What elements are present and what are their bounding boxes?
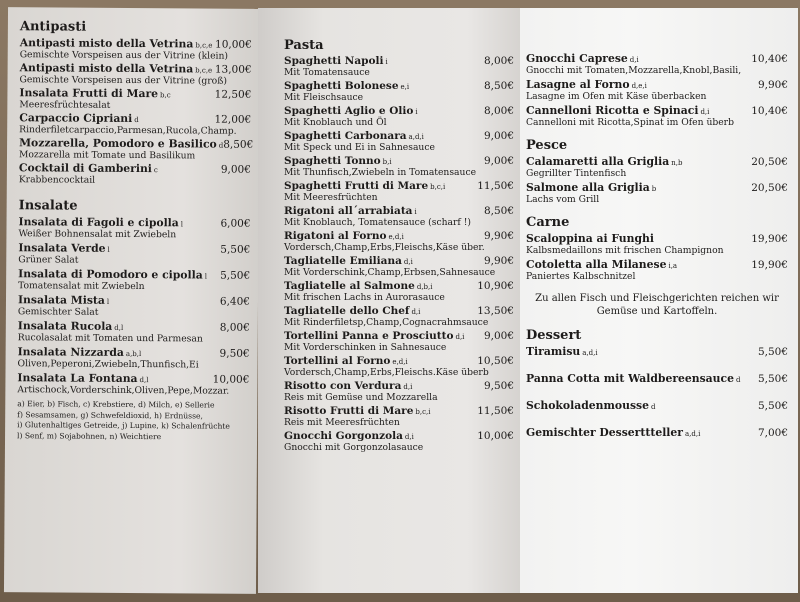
menu-item-price: 11,50€ bbox=[477, 180, 514, 192]
menu-item-description: Mit Rinderfiletsp,Champ,Cognacrahmsauce bbox=[284, 317, 489, 328]
menu-item-price: 11,50€ bbox=[477, 405, 514, 417]
menu-item bbox=[18, 345, 250, 371]
legend-line: f) Sesamsamen, g) Schwefeldioxid, h) Erdnüsse, bbox=[17, 409, 203, 420]
menu-item-price: 10,50€ bbox=[477, 355, 514, 367]
menu-item-price: 9,90€ bbox=[483, 255, 514, 267]
menu-item-row bbox=[284, 430, 514, 442]
note-line: Gemüse und Kartoffeln. bbox=[596, 306, 718, 317]
menu-item-price: 10,00€ bbox=[477, 430, 514, 442]
dish-name: Gnocchi Gorgonzola bbox=[284, 430, 403, 442]
menu-item-description: Rinderfiletcarpaccio,Parmesan,Rucola,Champ. bbox=[19, 124, 237, 137]
dish-name: Rigatoni all´arrabiata bbox=[284, 205, 413, 217]
menu-item-name bbox=[284, 130, 424, 142]
menu-item-name bbox=[284, 230, 404, 242]
menu-item-description: Mit Knoblauch, Tomatensauce (scharf !) bbox=[284, 217, 472, 228]
menu-item-description: Vordersch,Champ,Erbs,Fleischs,Käse über. bbox=[284, 242, 485, 253]
menu-item bbox=[20, 61, 252, 87]
allergen-codes: i,a bbox=[668, 262, 678, 270]
note-line: Zu allen Fisch und Fleischgerichten reichen wir bbox=[535, 293, 779, 304]
section-title-dessert: Dessert bbox=[526, 328, 582, 343]
side-dish-note bbox=[526, 292, 788, 318]
menu-item-price: 13,50€ bbox=[477, 305, 514, 317]
dish-name: Tortellini al Forno bbox=[284, 355, 391, 367]
menu-item bbox=[18, 215, 250, 241]
menu-item-name bbox=[284, 155, 392, 167]
allergen-codes: l bbox=[107, 245, 110, 254]
allergen-codes: l bbox=[106, 297, 110, 306]
allergen-codes: i bbox=[415, 108, 418, 116]
menu-item-price: 5,50€ bbox=[220, 269, 251, 282]
menu-item-description: Artischock,Vorderschink,Oliven,Pepe,Mozzar. bbox=[17, 384, 230, 397]
allergen-codes: c bbox=[153, 166, 158, 175]
menu-item bbox=[526, 399, 788, 412]
menu-item bbox=[284, 280, 514, 303]
allergen-codes: b,c,e bbox=[195, 41, 213, 50]
dish-name: Antipasti misto della Vetrina bbox=[19, 61, 194, 76]
menu-item bbox=[284, 405, 514, 428]
menu-item bbox=[19, 86, 251, 112]
dish-name: Spaghetti Carbonara bbox=[284, 130, 407, 142]
dish-name: Insalata Verde bbox=[18, 241, 106, 255]
menu-item bbox=[19, 161, 251, 187]
section-title-insalate: Insalate bbox=[18, 198, 78, 214]
menu-item bbox=[284, 305, 514, 328]
menu-item-price: 9,00€ bbox=[220, 163, 251, 176]
menu-item-name bbox=[284, 405, 431, 417]
menu-item-description: Mit Tomatensauce bbox=[284, 67, 370, 78]
menu-item-name bbox=[284, 380, 412, 392]
menu-item-price: 5,50€ bbox=[757, 346, 788, 358]
allergen-codes: d,l bbox=[114, 323, 124, 332]
menu-item-description: Grüner Salat bbox=[18, 254, 79, 266]
menu-item-name bbox=[18, 319, 124, 333]
allergen-codes: b,c bbox=[159, 91, 171, 100]
menu-item-name bbox=[526, 399, 655, 412]
menu-item-row bbox=[284, 330, 514, 342]
menu-item-description: Rucolasalat mit Tomaten und Parmesan bbox=[17, 332, 203, 345]
menu-item bbox=[284, 105, 514, 128]
menu-item-row bbox=[526, 104, 788, 117]
allergen-codes: d,i bbox=[403, 258, 413, 266]
menu-item bbox=[20, 36, 252, 62]
menu-item bbox=[284, 130, 514, 153]
dish-name: Spaghetti Bolonese bbox=[284, 80, 399, 92]
dish-name: Calamaretti alla Griglia bbox=[526, 155, 670, 168]
menu-item-name bbox=[526, 345, 598, 358]
dish-name: Spaghetti Tonno bbox=[284, 155, 381, 167]
menu-item-description: Mit Vorderschinken in Sahnesauce bbox=[284, 342, 447, 353]
menu-item bbox=[17, 371, 249, 397]
menu-item-description: Gemischte Vorspeisen aus der Vitrine (groß) bbox=[19, 74, 227, 87]
dish-name: Tagliatelle dello Chef bbox=[284, 305, 410, 317]
menu-item-name bbox=[526, 232, 656, 245]
menu-item-row bbox=[526, 78, 788, 91]
menu-item bbox=[526, 426, 788, 439]
menu-item-row bbox=[284, 305, 514, 317]
menu-item-description: Lasagne im Ofen mit Käse überbacken bbox=[526, 91, 707, 102]
menu-item-row bbox=[284, 180, 514, 192]
menu-item-name bbox=[18, 241, 110, 255]
menu-item-description: Gemischter Salat bbox=[17, 306, 99, 318]
section-title-antipasti: Antipasti bbox=[19, 19, 87, 35]
menu-item-price: 8,50€ bbox=[483, 205, 514, 217]
legend-line: l) Senf, m) Sojabohnen, n) Weichtiere bbox=[17, 430, 162, 441]
dish-name: Tiramisu bbox=[526, 345, 581, 358]
carne-list bbox=[526, 232, 788, 282]
allergen-codes: d,b,i bbox=[416, 283, 433, 291]
dish-name: Cannelloni Ricotta e Spinaci bbox=[526, 104, 699, 117]
menu-item-name bbox=[526, 155, 682, 168]
dish-name: Lasagne al Forno bbox=[526, 78, 630, 91]
dish-name: Gemischter Desserttteller bbox=[526, 426, 683, 439]
dish-name: Risotto con Verdura bbox=[284, 380, 402, 392]
menu-item-price: 13,00€ bbox=[214, 63, 252, 76]
menu-item-name bbox=[284, 255, 413, 267]
allergen-codes: e,d,i bbox=[392, 358, 408, 366]
allergen-codes: d,i bbox=[411, 308, 421, 316]
menu-item-row bbox=[284, 80, 514, 92]
menu-item bbox=[18, 319, 250, 345]
menu-item bbox=[526, 52, 788, 76]
allergen-codes: a,b,l bbox=[125, 349, 142, 359]
dish-name: Spaghetti Aglio e Olio bbox=[284, 105, 414, 117]
menu-item-name bbox=[284, 180, 445, 192]
dish-name: Scaloppina ai Funghi bbox=[526, 232, 655, 245]
menu-item-name bbox=[284, 80, 409, 92]
dish-name: Carpaccio Cipriani bbox=[19, 111, 133, 125]
allergen-codes: d bbox=[735, 376, 741, 384]
pesce-list bbox=[526, 155, 788, 205]
allergen-codes: e,d,i bbox=[388, 233, 404, 241]
menu-item-description: Gnocchi mit Tomaten,Mozzarella,Knobl,Basili, bbox=[526, 65, 742, 76]
menu-item-price: 20,50€ bbox=[751, 182, 788, 194]
menu-item-price: 12,00€ bbox=[214, 113, 252, 126]
menu-item-name bbox=[526, 52, 639, 65]
dish-name: Insalata Mista bbox=[17, 293, 105, 307]
section-title-carne: Carne bbox=[526, 215, 570, 230]
menu-item-description: Mit frischen Lachs in Aurorasauce bbox=[284, 292, 445, 303]
menu-item-price: 10,90€ bbox=[477, 280, 514, 292]
menu-item-description: Krabbencocktail bbox=[18, 174, 96, 186]
pasta-more-list bbox=[526, 52, 788, 128]
menu-item-price: 12,50€ bbox=[214, 88, 252, 101]
menu-item-name bbox=[284, 305, 420, 317]
menu-item-price: 8,00€ bbox=[219, 321, 250, 334]
menu-item-price: 7,00€ bbox=[757, 427, 788, 439]
menu-item-price: 5,50€ bbox=[757, 400, 788, 412]
menu-item-row bbox=[284, 280, 514, 292]
dish-name: Salmone alla Griglia bbox=[526, 181, 650, 194]
menu-item-description: Mit Meeresfrüchten bbox=[284, 192, 378, 203]
allergen-codes: d,e,i bbox=[631, 82, 647, 90]
dish-name: Rigatoni al Forno bbox=[284, 230, 387, 242]
dish-name: Tagliatelle al Salmone bbox=[284, 280, 415, 292]
menu-item-row bbox=[284, 255, 514, 267]
menu-item-description: Cannelloni mit Ricotta,Spinat im Ofen überb bbox=[526, 117, 734, 128]
menu-item bbox=[284, 330, 514, 353]
menu-item-name bbox=[284, 330, 464, 342]
legend-line: a) Eier, b) Fisch, c) Krebstiere, d) Milch, e) Sellerie bbox=[17, 399, 215, 410]
menu-item-name bbox=[18, 345, 142, 359]
menu-item-name bbox=[19, 86, 170, 100]
menu-item-price: 10,40€ bbox=[751, 53, 788, 65]
allergen-codes: b,c,e bbox=[195, 66, 213, 75]
menu-item-description: Paniertes Kalbschnitzel bbox=[526, 271, 636, 282]
dish-name: Schokoladenmousse bbox=[526, 399, 649, 412]
menu-item-price: 9,50€ bbox=[219, 347, 250, 360]
menu-item-name bbox=[526, 372, 740, 385]
menu-item bbox=[18, 136, 254, 162]
menu-item-name bbox=[18, 293, 109, 307]
menu-item-name bbox=[284, 430, 414, 442]
menu-item-description: Mit Vorderschink,Champ,Erbsen,Sahnesauce bbox=[284, 267, 496, 278]
menu-item-name bbox=[284, 355, 408, 367]
menu-item-row bbox=[284, 230, 514, 242]
menu-item-name bbox=[526, 181, 656, 194]
menu-item-name bbox=[284, 280, 433, 292]
menu-item bbox=[284, 355, 514, 378]
menu-item bbox=[526, 345, 788, 358]
menu-item-description: Gnocchi mit Gorgonzolasauce bbox=[284, 442, 424, 453]
menu-item-row bbox=[526, 52, 788, 65]
menu-item-price: 9,50€ bbox=[483, 380, 514, 392]
menu-item-name bbox=[19, 111, 139, 125]
menu-item bbox=[284, 205, 514, 228]
menu-item bbox=[526, 258, 788, 282]
menu-item-row bbox=[284, 205, 514, 217]
menu-item-description: Oliven,Peperoni,Zwiebeln,Thunfisch,Ei bbox=[17, 358, 199, 371]
menu-item-row bbox=[526, 372, 788, 385]
allergen-codes: d,l bbox=[139, 376, 149, 385]
menu-item-name bbox=[526, 258, 677, 271]
menu-item-price: 10,00€ bbox=[212, 373, 250, 386]
menu-item-description: Mit Knoblauch und Öl bbox=[284, 117, 387, 128]
insalate-list bbox=[17, 215, 250, 397]
menu-item-description: Mit Thunfisch,Zwiebeln in Tomatensauce bbox=[284, 167, 477, 178]
menu-item-description: Reis mit Gemüse und Mozzarella bbox=[284, 392, 438, 403]
menu-item-row bbox=[284, 130, 514, 142]
menu-item-name bbox=[17, 371, 148, 385]
menu-item-price: 9,00€ bbox=[483, 330, 514, 342]
menu-item-description: Reis mit Meeresfrüchten bbox=[284, 417, 400, 428]
dish-name: Gnocchi Caprese bbox=[526, 52, 628, 65]
dish-name: Spaghetti Frutti di Mare bbox=[284, 180, 429, 192]
dish-name: Insalata Frutti di Mare bbox=[19, 86, 159, 101]
menu-item-description: Mit Fleischsauce bbox=[284, 92, 364, 103]
allergen-codes: d,i bbox=[403, 383, 413, 391]
allergen-codes: b,c,i bbox=[415, 408, 431, 416]
dish-name: Tagliatelle Emiliana bbox=[284, 255, 402, 267]
allergen-codes: e,i bbox=[400, 83, 410, 91]
menu-item-price: 6,00€ bbox=[220, 217, 251, 230]
allergen-codes: a,d,i bbox=[408, 133, 424, 141]
menu-item-name bbox=[526, 78, 647, 91]
menu-item-row bbox=[526, 258, 788, 271]
dish-name: Insalata di Pomodoro e cipolla bbox=[18, 267, 203, 282]
menu-item bbox=[284, 180, 514, 203]
antipasti-list bbox=[19, 36, 252, 187]
section-title-pesce: Pesce bbox=[526, 138, 568, 153]
menu-item bbox=[284, 380, 514, 403]
menu-item-row bbox=[284, 155, 514, 167]
menu-item bbox=[284, 155, 514, 178]
menu-item bbox=[526, 181, 788, 205]
menu-item-price: 20,50€ bbox=[751, 156, 788, 168]
dish-name: Insalata Rucola bbox=[17, 319, 113, 333]
menu-item-row bbox=[526, 345, 788, 358]
menu-item-description: Kalbsmedaillons mit frischen Champignon bbox=[526, 245, 724, 256]
menu-item bbox=[284, 255, 514, 278]
menu-item-price: 9,90€ bbox=[483, 230, 514, 242]
menu-item-row bbox=[526, 232, 788, 245]
menu-item-price: 9,00€ bbox=[483, 130, 514, 142]
menu-item-name bbox=[20, 61, 213, 75]
menu-item bbox=[526, 372, 788, 385]
menu-item-name bbox=[526, 426, 700, 439]
allergen-codes: d bbox=[218, 141, 224, 150]
menu-item bbox=[526, 155, 788, 179]
menu-panel-middle bbox=[258, 8, 520, 593]
allergen-codes: d,i bbox=[700, 108, 710, 116]
menu-item-description: Vordersch,Champ,Erbs,Fleischs.Käse überb bbox=[284, 367, 489, 378]
dish-name: Risotto Frutti di Mare bbox=[284, 405, 414, 417]
menu-item-price: 8,00€ bbox=[483, 105, 514, 117]
dish-name: Insalata di Fagoli e cipolla bbox=[18, 215, 179, 230]
menu-item-price: 8,00€ bbox=[483, 55, 514, 67]
menu-item-price: 9,00€ bbox=[483, 155, 514, 167]
allergen-codes: d,i bbox=[629, 56, 639, 64]
menu-item-name bbox=[284, 205, 417, 217]
menu-item bbox=[284, 80, 514, 103]
menu-panel-right bbox=[520, 8, 798, 593]
menu-item-price: 19,90€ bbox=[751, 233, 788, 245]
menu-item-price: 8,50€ bbox=[483, 80, 514, 92]
dessert-list bbox=[526, 345, 788, 439]
menu-item-name bbox=[19, 161, 158, 175]
menu-item-price: 8,50€ bbox=[223, 138, 254, 151]
menu-item-description: Lachs vom Grill bbox=[526, 194, 600, 205]
menu-item-price: 10,40€ bbox=[751, 105, 788, 117]
dish-name: Tortellini Panna e Prosciutto bbox=[284, 330, 454, 342]
dish-name: Cocktail di Gamberini bbox=[18, 161, 152, 176]
allergen-codes: l bbox=[180, 220, 184, 229]
menu-item-price: 10,00€ bbox=[214, 38, 252, 51]
allergen-codes: d bbox=[134, 116, 139, 125]
pasta-list bbox=[284, 55, 514, 453]
dish-name: Insalata Nizzarda bbox=[17, 345, 124, 359]
dish-name: Cotoletta alla Milanese bbox=[526, 258, 667, 271]
menu-item-price: 6,40€ bbox=[219, 295, 251, 308]
allergen-codes: a,d,i bbox=[582, 349, 598, 357]
allergen-codes: d bbox=[650, 403, 656, 411]
dish-name: Antipasti misto della Vetrina bbox=[19, 36, 194, 51]
menu-item-description: Mozzarella mit Tomate und Basilikum bbox=[18, 149, 196, 162]
menu-item bbox=[18, 241, 250, 267]
dish-name: Panna Cotta mit Waldbereensauce bbox=[526, 372, 734, 385]
allergen-codes: d,i bbox=[455, 333, 465, 341]
allergen-codes: a,d,i bbox=[684, 430, 701, 438]
menu-item-row bbox=[284, 405, 514, 417]
menu-item bbox=[284, 430, 514, 453]
menu-item-description: Gegrillter Tintenfisch bbox=[526, 168, 627, 179]
menu-item-description: Mit Speck und Ei in Sahnesauce bbox=[284, 142, 435, 153]
menu-item-name bbox=[19, 215, 184, 229]
menu-item-row bbox=[526, 181, 788, 194]
menu-item-name bbox=[284, 105, 418, 117]
menu-item-row bbox=[526, 155, 788, 168]
section-title-pasta: Pasta bbox=[284, 38, 324, 53]
menu-item bbox=[18, 267, 250, 293]
menu-item-name bbox=[284, 55, 388, 67]
dish-name: Spaghetti Napoli bbox=[284, 55, 384, 67]
menu-item-price: 5,50€ bbox=[757, 373, 788, 385]
menu-item-description: Tomatensalat mit Zwiebeln bbox=[18, 280, 145, 293]
menu-item-price: 5,50€ bbox=[220, 243, 251, 256]
menu-item-name bbox=[526, 104, 709, 117]
menu-item-description: Gemischte Vorspeisen aus der Vitrine (klein) bbox=[19, 49, 229, 62]
menu-item-row bbox=[284, 380, 514, 392]
allergen-legend bbox=[17, 399, 249, 443]
legend-line: i) Glutenhaltiges Getreide, j) Lupine, k) Schalenfrüchte bbox=[17, 420, 230, 431]
menu-item-description: Meeresfrüchtesalat bbox=[19, 99, 111, 111]
menu-item bbox=[526, 232, 788, 256]
dish-name: Insalata La Fontana bbox=[17, 371, 138, 386]
allergen-codes: b,c,i bbox=[430, 183, 446, 191]
allergen-codes: d,i bbox=[404, 433, 414, 441]
allergen-codes: l bbox=[204, 272, 207, 281]
menu-item bbox=[284, 55, 514, 78]
menu-item-row bbox=[284, 105, 514, 117]
menu-item bbox=[19, 111, 251, 137]
menu-item-name bbox=[20, 36, 213, 50]
menu-item-row bbox=[526, 426, 788, 439]
menu-item bbox=[526, 78, 788, 102]
menu-item-name bbox=[18, 267, 207, 281]
allergen-codes: n,b bbox=[671, 159, 683, 167]
menu-item-row bbox=[284, 55, 514, 67]
allergen-codes: i bbox=[385, 58, 388, 66]
menu-panel-left bbox=[4, 7, 260, 594]
menu-item bbox=[284, 230, 514, 253]
dish-name: Mozzarella, Pomodoro e Basilico bbox=[19, 136, 217, 151]
menu-item bbox=[526, 104, 788, 128]
menu-item-row bbox=[284, 355, 514, 367]
menu-item-description: Weißer Bohnensalat mit Zwiebeln bbox=[18, 228, 177, 241]
allergen-codes: b bbox=[651, 185, 657, 193]
menu-item-price: 19,90€ bbox=[751, 259, 788, 271]
menu-item bbox=[18, 293, 250, 319]
allergen-codes: i bbox=[414, 208, 417, 216]
menu-item-row bbox=[526, 399, 788, 412]
allergen-codes: b,i bbox=[382, 158, 392, 166]
menu-item-price: 9,90€ bbox=[757, 79, 788, 91]
